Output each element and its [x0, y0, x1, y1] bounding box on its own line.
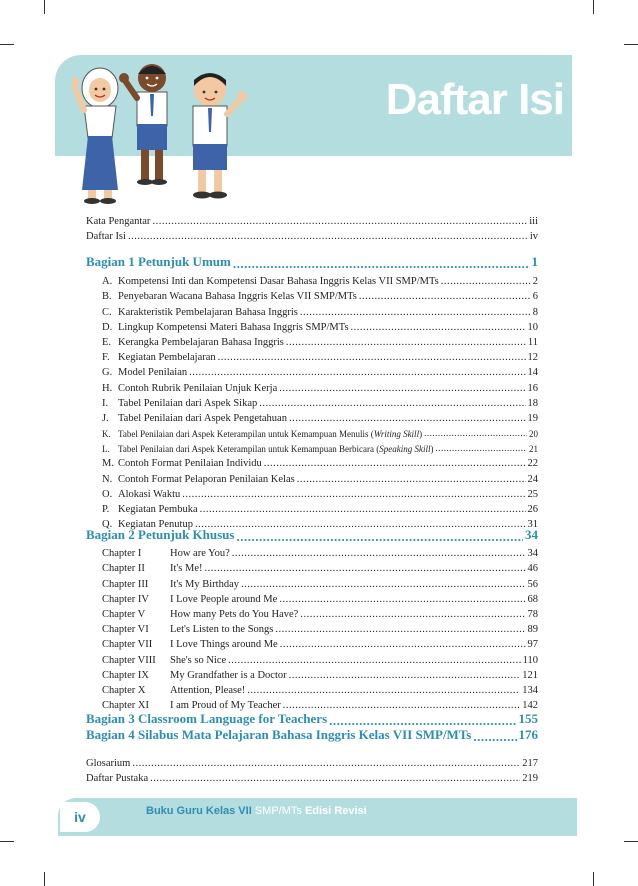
toc-entry[interactable]: [102, 500, 538, 515]
section-title: Bagian 4 Silabus Mata Pelajaran Bahasa Inggris Kelas VII SMP/MTs: [86, 727, 472, 742]
section-title: Bagian 2 Petunjuk Khusus: [86, 527, 235, 542]
footer-school: SMP/MTs: [254, 805, 302, 817]
toc-page-number: 217: [522, 758, 538, 769]
chapter-entry[interactable]: [102, 544, 538, 559]
toc-page-number: 24: [527, 473, 538, 485]
chapter-number: Chapter VII: [102, 639, 153, 651]
toc-entry-label: Kegiatan Pembuka: [118, 504, 198, 515]
leader-dots: [132, 758, 520, 769]
item-letter: B.: [102, 291, 112, 303]
toc-entry[interactable]: [102, 318, 538, 333]
item-letter: L.: [102, 444, 110, 455]
toc-page-number: 22: [527, 458, 538, 470]
footer-band: [58, 798, 577, 836]
chapter-title: Attention, Please!: [170, 684, 246, 696]
leader-dots: [359, 291, 531, 302]
chapter-title: I am Proud of My Teacher: [170, 700, 281, 712]
item-letter: O.: [102, 488, 113, 500]
crop-mark: [593, 872, 594, 886]
item-letter: N.: [102, 473, 113, 485]
toc-entry-label: Daftar Isi: [86, 231, 126, 242]
toc-page-number: 20: [529, 429, 538, 440]
leader-dots: [150, 773, 520, 784]
leader-dots: [286, 337, 526, 348]
leader-dots: [189, 367, 525, 378]
chapter-number: Chapter III: [102, 578, 149, 590]
section-heading-bagian-1[interactable]: [86, 253, 538, 270]
chapter-number: Chapter II: [102, 563, 145, 575]
item-letter: I.: [102, 397, 109, 409]
chapter-number: Chapter V: [102, 608, 146, 620]
item-letter: K.: [102, 429, 111, 440]
toc-entry[interactable]: [86, 754, 538, 769]
leader-dots: [441, 276, 531, 287]
page-title: Daftar Isi: [385, 75, 564, 124]
footer-edition: Edisi Revisi: [304, 805, 367, 817]
crop-mark: [44, 872, 45, 886]
item-letter: A.: [102, 276, 113, 288]
leader-dots: [280, 639, 526, 650]
item-letter: J.: [102, 412, 109, 424]
toc-page-number: 56: [527, 578, 538, 590]
leader-dots: [152, 216, 527, 227]
toc-page-number: 21: [529, 444, 538, 455]
front-matter-list: [86, 212, 538, 242]
leader-dots: [329, 713, 516, 727]
toc-entry-label: Model Penilaian: [118, 367, 188, 379]
toc-entry[interactable]: [102, 454, 538, 469]
chapter-entry[interactable]: [102, 650, 538, 665]
toc-page-number: 89: [527, 624, 538, 636]
toc-entry[interactable]: [102, 302, 538, 317]
toc-entry-label: Daftar Pustaka: [86, 773, 149, 784]
toc-page-number: 134: [522, 684, 538, 696]
toc-entry-label: Contoh Rubrik Penilaian Unjuk Kerja: [118, 382, 278, 394]
toc-entry-label: Kegiatan Penutup: [118, 519, 193, 531]
chapter-number: Chapter X: [102, 684, 146, 696]
chapter-number: Chapter XI: [102, 700, 149, 712]
chapter-number: Chapter I: [102, 548, 142, 560]
chapter-number: Chapter IV: [102, 593, 149, 605]
toc-page-number: 14: [527, 367, 538, 379]
chapter-title: My Grandfather is a Doctor: [170, 669, 287, 681]
leader-dots: [259, 398, 525, 409]
chapter-title: I Love Things around Me: [170, 639, 278, 651]
toc-entry[interactable]: [102, 424, 538, 439]
leader-dots: [247, 685, 520, 696]
toc-entry-label: Contoh Format Penilaian Individu: [118, 458, 262, 470]
toc-entry[interactable]: [102, 333, 538, 348]
leader-dots: [182, 489, 525, 500]
leader-dots: [351, 322, 526, 333]
toc-page-number: 6: [532, 291, 538, 303]
leader-dots: [275, 624, 525, 635]
section-heading-bagian-3[interactable]: [86, 710, 538, 727]
toc-page-number: 16: [527, 382, 538, 394]
crop-mark: [624, 44, 638, 45]
chapter-title: How are You?: [170, 548, 230, 560]
students-illustration: [72, 58, 252, 206]
toc-entry[interactable]: [102, 348, 538, 363]
toc-page-number: 68: [527, 593, 538, 605]
toc-page-number: 176: [518, 727, 538, 742]
leader-dots: [128, 231, 528, 242]
leader-dots: [232, 548, 526, 559]
toc-entry[interactable]: [102, 439, 538, 454]
leader-dots: [218, 352, 526, 363]
toc-entry-label: Penyebaran Wacana Bahasa Inggris Kelas VII SMP/MTs: [118, 291, 357, 303]
toc-entry-italic: Speaking Skill: [379, 444, 431, 455]
toc-entry-label: Alokasi Waktu: [118, 488, 181, 500]
crop-mark: [0, 841, 14, 842]
chapter-title: How many Pets do You Have?: [170, 608, 299, 620]
leader-dots: [228, 655, 520, 666]
leader-dots: [289, 413, 526, 424]
footer-book: Buku Guru Kelas VII: [146, 805, 252, 817]
section-heading-bagian-4[interactable]: [86, 726, 538, 743]
toc-page-number: 155: [518, 711, 538, 726]
toc-entry[interactable]: [102, 469, 538, 484]
toc-page-number: 46: [527, 563, 538, 575]
toc-entry-closing: ): [430, 444, 434, 455]
item-letter: D.: [102, 321, 113, 333]
back-matter-list: [86, 754, 538, 784]
leader-dots: [300, 609, 525, 620]
toc-entry-label: Tabel Penilaian dari Aspek Pengetahuan: [118, 412, 287, 424]
bagian-2-chapters: [102, 544, 538, 711]
toc-entry-label: Tabel Penilaian dari Aspek Keterampilan untuk Kemampuan Berbicara (: [118, 444, 380, 455]
item-letter: E.: [102, 336, 112, 348]
toc-entry-label: Kata Pengantar: [86, 216, 151, 227]
leader-dots: [264, 458, 526, 469]
leader-dots: [436, 443, 527, 454]
toc-page-number: 1: [531, 254, 538, 269]
toc-entry-label: Glosarium: [86, 758, 131, 769]
toc-entry[interactable]: [102, 272, 538, 287]
chapter-entry[interactable]: [102, 620, 538, 635]
toc-page-number: 34: [527, 548, 538, 560]
chapter-title: I Love People around Me: [170, 593, 278, 605]
student-boy-figure: [119, 64, 167, 185]
chapter-number: Chapter VI: [102, 624, 149, 636]
toc-entry[interactable]: [102, 363, 538, 378]
toc-entry[interactable]: [102, 394, 538, 409]
toc-page-number: 2: [532, 276, 538, 288]
item-letter: P.: [102, 504, 110, 515]
toc-page-number: 11: [527, 336, 538, 348]
chapter-entry[interactable]: [102, 666, 538, 681]
toc-entry[interactable]: [102, 378, 538, 393]
page-number-tab: iv: [60, 802, 100, 832]
chapter-title: It's My Birthday: [170, 578, 239, 590]
toc-entry-closing: ): [419, 429, 423, 440]
section-title: Bagian 1 Petunjuk Umum: [86, 254, 231, 269]
section-title: Bagian 3 Classroom Language for Teachers: [86, 711, 328, 726]
crop-mark: [593, 0, 594, 14]
leader-dots: [205, 563, 526, 574]
leader-dots: [236, 529, 523, 543]
crop-mark: [624, 841, 638, 842]
toc-page-number: 97: [527, 639, 538, 651]
crop-mark: [0, 44, 14, 45]
leader-dots: [473, 729, 516, 743]
leader-dots: [279, 594, 525, 605]
chapter-title: She's so Nice: [170, 654, 227, 666]
toc-entry-label: Kompetensi Inti dan Kompetensi Dasar Bahasa Inggris Kelas VII SMP/MTs: [118, 276, 439, 288]
leader-dots: [297, 474, 526, 485]
leader-dots: [289, 670, 521, 681]
toc-page-number: 78: [527, 608, 538, 620]
chapter-number: Chapter IX: [102, 669, 149, 681]
chapter-title: Let's Listen to the Songs: [170, 624, 274, 636]
toc-entry-italic: Writing Skill: [373, 429, 420, 440]
toc-entry-label: Tabel Penilaian dari Aspek Sikap: [118, 397, 258, 409]
toc-page-number: 18: [527, 397, 538, 409]
toc-entry[interactable]: [86, 227, 538, 242]
chapter-entry[interactable]: [102, 574, 538, 589]
chapter-entry[interactable]: [102, 635, 538, 650]
toc-page-number: 219: [522, 773, 538, 784]
toc-entry[interactable]: [102, 485, 538, 500]
toc-page-number: 26: [527, 504, 538, 515]
item-letter: M.: [102, 458, 114, 470]
leader-dots: [300, 307, 531, 318]
toc-entry[interactable]: [86, 769, 538, 784]
chapter-number: Chapter VIII: [102, 654, 156, 666]
toc-entry[interactable]: [102, 287, 538, 302]
leader-dots: [279, 383, 525, 394]
toc-entry[interactable]: [102, 409, 538, 424]
toc-page-number: 12: [527, 352, 538, 364]
leader-dots: [200, 504, 526, 515]
toc-page-number: 19: [527, 412, 538, 424]
bagian-1-items: [102, 272, 538, 530]
toc-page-number: 25: [527, 488, 538, 500]
student-girl-figure: [72, 68, 118, 204]
chapter-entry[interactable]: [102, 559, 538, 574]
item-letter: Q.: [102, 519, 113, 531]
section-heading-bagian-2[interactable]: [86, 526, 538, 543]
toc-page-number: 110: [522, 654, 538, 666]
leader-dots: [424, 428, 527, 439]
student-boy-figure: [193, 73, 247, 199]
toc-page-number: iv: [529, 231, 538, 242]
toc-page-number: 31: [527, 519, 538, 531]
chapter-entry[interactable]: [102, 605, 538, 620]
toc-entry-label: Kerangka Pembelajaran Bahasa Inggris: [118, 336, 284, 348]
toc-page-number: 8: [532, 306, 538, 318]
item-letter: H.: [102, 382, 113, 394]
item-letter: C.: [102, 306, 112, 318]
leader-dots: [233, 256, 530, 270]
toc-entry-label: Tabel Penilaian dari Aspek Keterampilan untuk Kemampuan Menulis (: [118, 429, 374, 440]
chapter-entry[interactable]: [102, 696, 538, 711]
toc-page-number: 10: [527, 321, 538, 333]
toc-page-number: 121: [522, 669, 538, 681]
crop-mark: [44, 0, 45, 14]
toc-page-number: iii: [529, 216, 538, 227]
toc-entry[interactable]: [86, 212, 538, 227]
toc-entry-label: Kegiatan Pembelajaran: [118, 352, 216, 364]
item-letter: F.: [102, 352, 110, 364]
toc-page-number: 34: [525, 527, 538, 542]
leader-dots: [241, 579, 526, 590]
chapter-entry[interactable]: [102, 681, 538, 696]
chapter-title: It's Me!: [170, 563, 203, 575]
toc-entry-label: Contoh Format Pelaporan Penilaian Kelas: [118, 473, 295, 485]
chapter-entry[interactable]: [102, 590, 538, 605]
footer-book-title: [146, 805, 367, 817]
toc-entry-label: Karakteristik Pembelajaran Bahasa Inggris: [118, 306, 298, 318]
toc-entry-label: Lingkup Kompetensi Materi Bahasa Inggris SMP/MTs: [118, 321, 349, 333]
toc-page-number: 142: [522, 700, 538, 712]
item-letter: G.: [102, 367, 113, 379]
